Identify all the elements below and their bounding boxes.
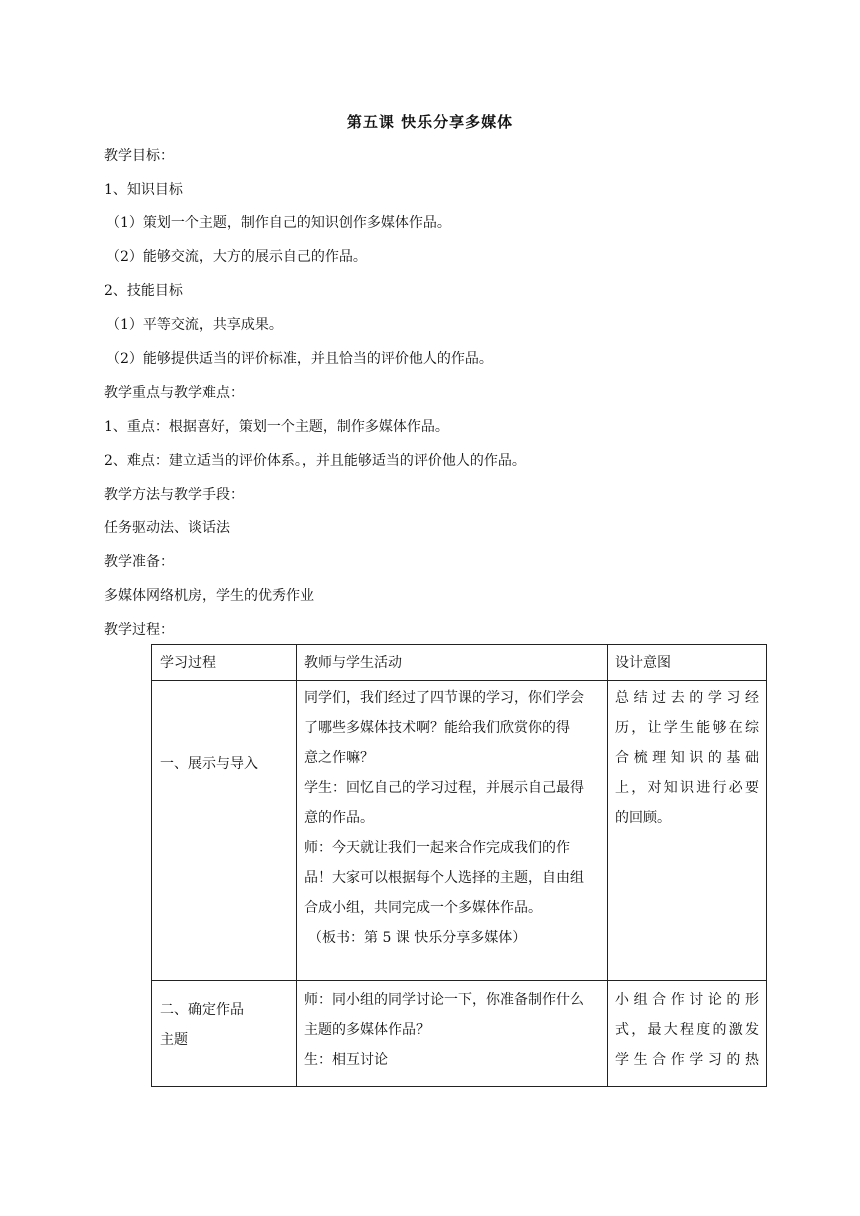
activity-line: （板书：第 5 课 快乐分享多媒体）	[308, 930, 527, 946]
design-line: 小组合作讨论的形	[615, 992, 759, 1008]
activity-line: 师：同小组的同学讨论一下，你准备制作什么	[304, 992, 584, 1008]
subheading-skills: 2、技能目标	[104, 283, 183, 299]
design-line: 的回顾。	[615, 810, 671, 826]
table-row	[152, 681, 767, 981]
design-cell	[608, 681, 767, 981]
stage-cell	[152, 981, 297, 1087]
keypoint-item: 1、重点：根据喜好，策划一个主题，制作多媒体作品。	[104, 419, 449, 435]
activity-line: 了哪些多媒体技术啊？能给我们欣赏你的得	[304, 720, 570, 736]
activity-cell	[297, 981, 608, 1087]
design-line: 合梳理知识的基础	[615, 750, 759, 766]
header-cell: 学习过程	[152, 645, 297, 681]
section-heading-preparation: 教学准备：	[104, 554, 174, 570]
activity-line: 师：今天就让我们一起来合作完成我们的作	[304, 840, 570, 856]
preparation-text: 多媒体网络机房，学生的优秀作业	[104, 588, 314, 604]
activity-cell	[297, 681, 608, 981]
stage-text: 二、确定作品	[160, 1002, 244, 1018]
table-header-row	[152, 645, 767, 681]
activity-line: 意之作嘛？	[304, 750, 374, 766]
design-line: 历，让学生能够在综	[615, 720, 759, 736]
stage-cell	[152, 681, 297, 981]
table-row	[152, 981, 767, 1087]
page-title: 第五课 快乐分享多媒体	[346, 113, 514, 131]
methods-text: 任务驱动法、谈话法	[104, 520, 230, 536]
objective-item: （1）平等交流，共享成果。	[106, 317, 283, 333]
objective-item: （2）能够交流，大方的展示自己的作品。	[106, 249, 367, 265]
objective-item: （1）策划一个主题，制作自己的知识创作多媒体作品。	[106, 215, 451, 231]
activity-line: 学生：回忆自己的学习过程，并展示自己最得	[304, 780, 584, 796]
activity-line: 同学们，我们经过了四节课的学习，你们学会	[304, 690, 584, 706]
activity-line: 合成小组，共同完成一个多媒体作品。	[304, 900, 542, 916]
activity-line: 品！大家可以根据每个人选择的主题，自由组	[304, 870, 584, 886]
keypoint-item: 2、难点：建立适当的评价体系。，并且能够适当的评价他人的作品。	[104, 453, 526, 469]
section-heading-objectives: 教学目标：	[104, 148, 174, 164]
activity-line: 主题的多媒体作品？	[304, 1022, 430, 1038]
header-cell: 教师与学生活动	[297, 645, 608, 681]
design-line: 学生合作学习的热	[615, 1052, 759, 1068]
subheading-knowledge: 1、知识目标	[104, 182, 183, 198]
activity-line: 生：相互讨论	[304, 1052, 388, 1068]
objective-item: （2）能够提供适当的评价标准，并且恰当的评价他人的作品。	[106, 351, 493, 367]
design-line: 总结过去的学习经	[615, 690, 759, 706]
section-heading-methods: 教学方法与教学手段：	[104, 487, 244, 503]
design-cell	[608, 981, 767, 1087]
section-heading-keypoints: 教学重点与教学难点：	[104, 385, 244, 401]
design-line: 式，最大程度的激发	[615, 1022, 759, 1038]
section-heading-process: 教学过程：	[104, 622, 174, 638]
header-cell: 设计意图	[608, 645, 767, 681]
design-line: 上，对知识进行必要	[615, 780, 759, 796]
stage-text: 一、展示与导入	[160, 756, 258, 772]
stage-text: 主题	[160, 1032, 188, 1048]
activity-line: 意的作品。	[304, 810, 374, 826]
teaching-process-table	[151, 644, 767, 1087]
